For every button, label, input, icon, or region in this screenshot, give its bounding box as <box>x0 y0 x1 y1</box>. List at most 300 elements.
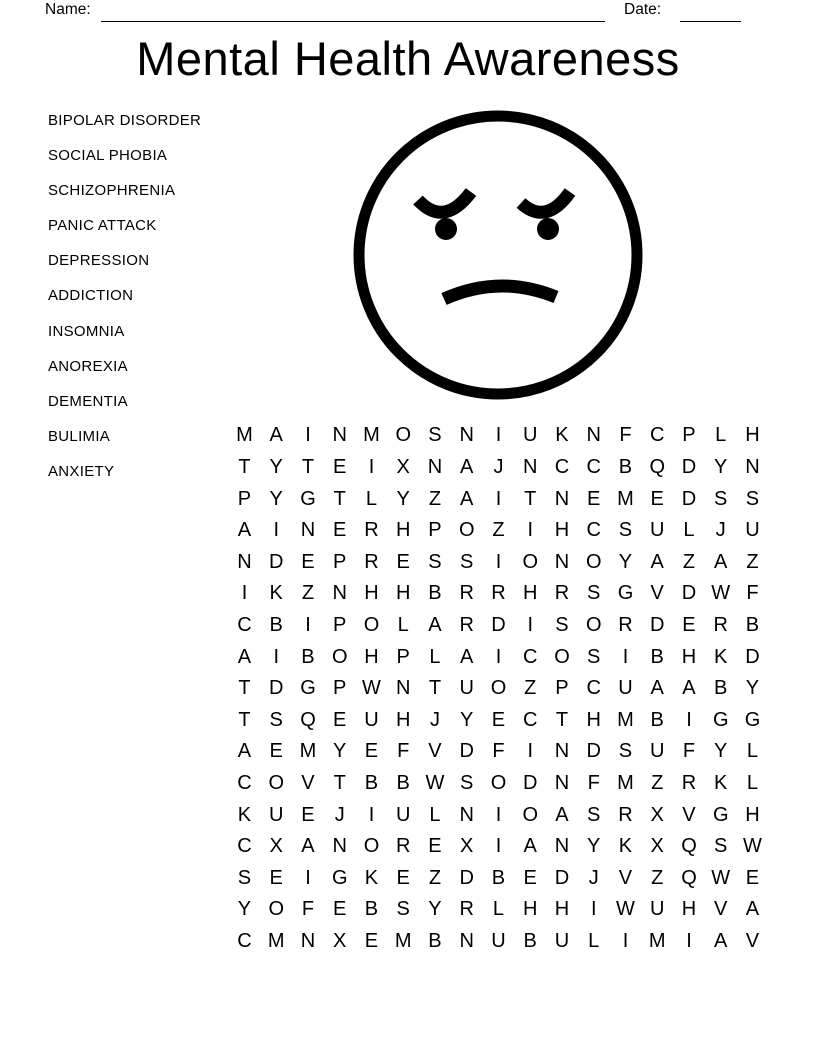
grid-cell: C <box>237 835 252 858</box>
grid-cell: U <box>522 424 538 447</box>
grid-cell: X <box>460 835 474 858</box>
grid-cell: B <box>428 582 442 605</box>
grid-cell: P <box>333 550 347 573</box>
grid-cell: C <box>586 456 601 479</box>
grid-cell: K <box>269 582 283 605</box>
grid-cell: K <box>364 866 379 889</box>
grid-cell: H <box>554 898 570 921</box>
grid-cell: Y <box>269 456 283 479</box>
grid-cell: N <box>300 519 316 542</box>
grid-cell: S <box>714 835 728 858</box>
grid-cell: I <box>495 803 502 826</box>
grid-cell: D <box>745 645 760 668</box>
grid-cell: E <box>333 519 347 542</box>
grid-cell: F <box>587 772 600 795</box>
grid-cell: U <box>554 929 570 952</box>
grid-cell: V <box>714 898 728 921</box>
grid-cell: D <box>459 866 474 889</box>
grid-cell: B <box>301 645 315 668</box>
word-item: SCHIZOPHRENIA <box>48 182 176 200</box>
grid-cell: X <box>333 929 347 952</box>
grid-cell: J <box>429 708 440 731</box>
grid-cell: E <box>269 740 283 763</box>
grid-cell: N <box>459 424 474 447</box>
grid-cell: R <box>618 803 633 826</box>
grid-cell: A <box>269 424 283 447</box>
grid-cell: D <box>459 740 474 763</box>
grid-cell: N <box>427 456 443 479</box>
grid-cell: D <box>681 487 697 510</box>
grid-cell: M <box>394 929 412 952</box>
grid-cell: S <box>618 740 633 763</box>
grid-cell: N <box>554 550 570 573</box>
grid-cell: U <box>649 898 665 921</box>
word-item: BULIMIA <box>48 427 111 445</box>
grid-cell: I <box>686 929 692 952</box>
grid-cell: B <box>364 898 379 921</box>
grid-cell: G <box>300 487 316 510</box>
grid-cell: I <box>495 487 502 510</box>
grid-cell: H <box>522 582 538 605</box>
grid-cell: Y <box>396 487 410 510</box>
grid-cell: S <box>428 550 442 573</box>
word-item: PANIC ATTACK <box>48 217 157 235</box>
grid-cell: N <box>586 424 601 447</box>
grid-cell: Q <box>681 866 697 889</box>
grid-cell: C <box>586 677 601 700</box>
grid-cell: F <box>397 740 410 763</box>
grid-cell: H <box>364 645 379 668</box>
grid-cell: T <box>238 456 251 479</box>
grid-cell: L <box>588 929 600 952</box>
word-item: DEPRESSION <box>48 252 150 270</box>
grid-cell: H <box>745 803 760 826</box>
grid-cell: E <box>396 550 410 573</box>
grid-cell: I <box>368 803 375 826</box>
grid-cell: V <box>301 772 315 795</box>
grid-cell: A <box>714 550 728 573</box>
grid-cell: F <box>301 898 315 921</box>
grid-cell: R <box>459 898 474 921</box>
grid-cell: P <box>555 677 569 700</box>
grid-cell: Y <box>460 708 474 731</box>
grid-cell: K <box>237 803 252 826</box>
grid-cell: Z <box>746 550 759 573</box>
grid-cell: N <box>459 803 474 826</box>
grid-cell: E <box>333 456 347 479</box>
grid-cell: I <box>686 708 692 731</box>
grid-cell: Q <box>300 708 316 731</box>
grid-cell: S <box>555 614 569 637</box>
grid-cell: L <box>365 487 378 510</box>
grid-cell: Y <box>237 898 252 921</box>
name-blank-line <box>101 4 605 22</box>
grid-cell: I <box>590 898 597 921</box>
grid-cell: E <box>396 866 410 889</box>
grid-cell: H <box>395 582 411 605</box>
grid-cell: E <box>301 803 315 826</box>
grid-cell: Z <box>682 550 696 573</box>
grid-cell: I <box>527 740 533 763</box>
grid-cell: Z <box>428 866 442 889</box>
grid-cell: E <box>428 835 442 858</box>
grid-cell: E <box>587 487 601 510</box>
grid-cell: W <box>425 772 445 795</box>
grid-cell: I <box>273 519 279 542</box>
word-item: INSOMNIA <box>48 322 125 340</box>
grid-cell: W <box>362 677 381 700</box>
grid-cell: S <box>460 550 474 573</box>
grid-cell: A <box>237 740 252 763</box>
grid-cell: Y <box>714 456 728 479</box>
grid-cell: V <box>428 740 442 763</box>
word-item: SOCIAL PHOBIA <box>48 147 168 165</box>
grid-cell: V <box>682 803 696 826</box>
grid-cell: L <box>715 424 727 447</box>
grid-cell: Q <box>649 456 665 479</box>
grid-cell: G <box>712 708 729 731</box>
grid-cell: R <box>491 582 506 605</box>
grid-cell: X <box>396 456 410 479</box>
grid-cell: D <box>268 550 284 573</box>
grid-cell: I <box>241 582 248 605</box>
grid-cell: A <box>745 898 760 921</box>
grid-cell: I <box>527 614 533 637</box>
grid-cell: U <box>618 677 633 700</box>
grid-cell: B <box>523 929 537 952</box>
grid-cell: S <box>269 708 283 731</box>
grid-cell: E <box>745 866 760 889</box>
grid-cell: T <box>428 677 442 700</box>
grid-cell: O <box>458 519 475 542</box>
grid-cell: N <box>745 456 760 479</box>
grid-cell: O <box>490 677 507 700</box>
grid-cell: P <box>333 677 347 700</box>
grid-cell: E <box>333 898 347 921</box>
grid-cell: N <box>459 929 474 952</box>
grid-cell: N <box>554 740 570 763</box>
grid-cell: X <box>650 835 664 858</box>
grid-cell: Z <box>428 487 442 510</box>
grid-cell: P <box>396 645 410 668</box>
grid-cell: U <box>459 677 474 700</box>
grid-cell: S <box>618 519 633 542</box>
grid-cell: O <box>585 614 602 637</box>
grid-cell: I <box>273 645 279 668</box>
grid-cell: R <box>713 614 728 637</box>
grid-cell: A <box>460 487 474 510</box>
grid-cell: M <box>648 929 666 952</box>
grid-cell: A <box>428 614 442 637</box>
grid-cell: L <box>429 645 441 668</box>
grid-cell: E <box>269 866 283 889</box>
grid-cell: R <box>681 772 697 795</box>
grid-cell: E <box>523 866 537 889</box>
grid-cell: R <box>364 550 379 573</box>
word-item: ADDICTION <box>48 287 134 305</box>
grid-cell: C <box>649 424 665 447</box>
grid-cell: S <box>587 645 601 668</box>
grid-cell: R <box>554 582 570 605</box>
grid-cell: M <box>267 929 285 952</box>
grid-cell: P <box>682 424 696 447</box>
grid-cell: U <box>745 519 760 542</box>
grid-cell: H <box>395 519 411 542</box>
grid-cell: N <box>300 929 316 952</box>
grid-cell: O <box>554 645 570 668</box>
grid-cell: S <box>745 487 760 510</box>
grid-cell: D <box>491 614 506 637</box>
grid-cell: G <box>744 708 761 731</box>
grid-cell: I <box>495 645 502 668</box>
grid-cell: D <box>681 582 697 605</box>
grid-cell: A <box>301 835 315 858</box>
grid-cell: M <box>617 708 634 731</box>
grid-cell: U <box>649 519 665 542</box>
grid-cell: U <box>268 803 284 826</box>
grid-cell: N <box>522 456 538 479</box>
grid-cell: M <box>617 487 634 510</box>
grid-cell: O <box>331 645 348 668</box>
word-item: ANOREXIA <box>48 357 128 375</box>
grid-cell: A <box>460 456 474 479</box>
grid-cell: H <box>681 645 697 668</box>
grid-cell: O <box>268 772 284 795</box>
grid-cell: H <box>364 582 379 605</box>
grid-cell: W <box>616 898 635 921</box>
grid-cell: T <box>301 456 315 479</box>
grid-cell: L <box>683 519 695 542</box>
grid-cell: R <box>395 835 411 858</box>
grid-cell: T <box>524 487 537 510</box>
grid-cell: I <box>622 929 629 952</box>
grid-cell: I <box>495 550 502 573</box>
grid-cell: I <box>622 645 629 668</box>
grid-cell: R <box>618 614 633 637</box>
grid-cell: X <box>650 803 664 826</box>
grid-cell: S <box>460 772 474 795</box>
grid-cell: E <box>682 614 696 637</box>
grid-cell: W <box>711 866 731 889</box>
grid-cell: I <box>305 614 311 637</box>
grid-cell: Z <box>651 866 664 889</box>
date-blank-line <box>680 4 741 22</box>
grid-cell: B <box>714 677 728 700</box>
grid-cell: N <box>332 835 347 858</box>
grid-cell: E <box>364 740 379 763</box>
grid-cell: Y <box>333 740 347 763</box>
grid-cell: I <box>305 866 311 889</box>
grid-cell: L <box>397 614 409 637</box>
grid-cell: F <box>746 582 759 605</box>
grid-cell: H <box>554 519 570 542</box>
grid-cell: H <box>586 708 601 731</box>
grid-cell: Q <box>681 835 697 858</box>
grid-cell: F <box>682 740 696 763</box>
grid-cell: T <box>333 772 346 795</box>
grid-cell: E <box>650 487 664 510</box>
grid-cell: U <box>491 929 506 952</box>
grid-cell: O <box>522 550 538 573</box>
grid-cell: O <box>268 898 284 921</box>
grid-cell: C <box>522 645 538 668</box>
grid-cell: L <box>492 898 505 921</box>
grid-cell: J <box>715 519 726 542</box>
grid-cell: H <box>745 424 760 447</box>
grid-cell: Z <box>524 677 537 700</box>
grid-cell: V <box>618 866 633 889</box>
grid-cell: N <box>395 677 411 700</box>
grid-cell: L <box>746 772 759 795</box>
grid-cell: B <box>650 645 664 668</box>
grid-cell: Y <box>714 740 728 763</box>
grid-cell: R <box>364 519 379 542</box>
grid-cell: M <box>299 740 317 763</box>
grid-cell: V <box>650 582 664 605</box>
grid-cell: H <box>681 898 697 921</box>
date-label: Date: <box>624 1 662 18</box>
grid-cell: J <box>588 866 599 889</box>
grid-cell: J <box>334 803 345 826</box>
grid-cell: P <box>428 519 442 542</box>
grid-cell: S <box>428 424 442 447</box>
grid-cell: A <box>237 519 252 542</box>
grid-cell: Z <box>301 582 315 605</box>
grid-cell: M <box>617 772 634 795</box>
grid-cell: Y <box>428 898 442 921</box>
grid-cell: S <box>587 582 601 605</box>
grid-cell: N <box>332 582 347 605</box>
grid-cell: N <box>554 487 570 510</box>
grid-cell: N <box>554 772 570 795</box>
grid-cell: D <box>649 614 665 637</box>
grid-cell: A <box>650 550 664 573</box>
grid-cell: B <box>491 866 506 889</box>
grid-cell: S <box>396 898 410 921</box>
grid-cell: I <box>305 424 311 447</box>
grid-cell: Y <box>745 677 760 700</box>
grid-cell: P <box>237 487 252 510</box>
grid-cell: F <box>619 424 632 447</box>
grid-cell: B <box>618 456 633 479</box>
grid-cell: D <box>522 772 538 795</box>
grid-cell: D <box>268 677 284 700</box>
grid-cell: A <box>237 645 252 668</box>
grid-cell: S <box>587 803 601 826</box>
grid-cell: A <box>682 677 696 700</box>
grid-cell: T <box>555 708 569 731</box>
grid-cell: G <box>331 866 348 889</box>
grid-cell: E <box>333 708 347 731</box>
grid-cell: U <box>364 708 379 731</box>
word-item: DEMENTIA <box>48 392 128 410</box>
grid-cell: B <box>745 614 760 637</box>
grid-cell: Y <box>269 487 283 510</box>
word-item: BIPOLAR DISORDER <box>48 112 202 129</box>
grid-cell: G <box>300 677 316 700</box>
grid-cell: K <box>714 772 728 795</box>
grid-cell: O <box>395 424 411 447</box>
grid-cell: S <box>714 487 728 510</box>
grid-cell: S <box>237 866 252 889</box>
grid-cell: R <box>459 614 474 637</box>
grid-cell: T <box>333 487 346 510</box>
grid-cell: B <box>396 772 410 795</box>
grid-cell: J <box>493 456 504 479</box>
grid-cell: K <box>555 424 569 447</box>
grid-cell: A <box>555 803 569 826</box>
grid-cell: B <box>650 708 664 731</box>
grid-cell: Y <box>587 835 601 858</box>
grid-cell: I <box>368 456 375 479</box>
grid-cell: I <box>495 424 502 447</box>
grid-cell: A <box>714 929 728 952</box>
grid-cell: H <box>522 898 538 921</box>
grid-cell: C <box>237 772 252 795</box>
grid-cell: C <box>586 519 601 542</box>
grid-cell: E <box>364 929 379 952</box>
grid-cell: Y <box>618 550 633 573</box>
grid-cell: P <box>333 614 347 637</box>
grid-cell: N <box>332 424 347 447</box>
grid-cell: M <box>363 424 380 447</box>
grid-cell: K <box>714 645 728 668</box>
grid-cell: E <box>491 708 506 731</box>
grid-cell: B <box>364 772 379 795</box>
grid-cell: Z <box>651 772 664 795</box>
grid-cell: V <box>745 929 760 952</box>
grid-cell: A <box>650 677 664 700</box>
grid-cell: C <box>522 708 538 731</box>
grid-cell: D <box>554 866 570 889</box>
grid-cell: C <box>237 614 252 637</box>
word-list <box>48 103 201 489</box>
grid-cell: M <box>236 424 253 447</box>
grid-cell: A <box>523 835 537 858</box>
grid-cell: R <box>459 582 474 605</box>
grid-cell: K <box>618 835 633 858</box>
grid-cell: G <box>617 582 634 605</box>
grid-cell: B <box>428 929 442 952</box>
grid-cell: C <box>237 929 252 952</box>
grid-cell: H <box>395 708 411 731</box>
grid-cell: D <box>681 456 697 479</box>
grid-cell: W <box>743 835 762 858</box>
grid-cell: E <box>301 550 315 573</box>
grid-cell: N <box>554 835 570 858</box>
grid-cell: D <box>586 740 601 763</box>
grid-cell: Z <box>492 519 505 542</box>
letter-grid <box>229 420 769 957</box>
sad-face-icon <box>340 100 660 420</box>
grid-cell: L <box>429 803 441 826</box>
grid-cell: B <box>269 614 283 637</box>
grid-cell: I <box>527 519 533 542</box>
grid-cell: X <box>269 835 283 858</box>
grid-cell: W <box>711 582 731 605</box>
grid-cell: N <box>237 550 252 573</box>
grid-cell: I <box>495 835 502 858</box>
grid-cell: F <box>492 740 505 763</box>
grid-cell: U <box>649 740 665 763</box>
name-label: Name: <box>45 1 91 18</box>
grid-cell: U <box>395 803 411 826</box>
grid-cell: T <box>238 677 251 700</box>
grid-cell: C <box>554 456 570 479</box>
grid-cell: L <box>746 740 759 763</box>
grid-cell: G <box>712 803 729 826</box>
grid-cell: T <box>238 708 251 731</box>
